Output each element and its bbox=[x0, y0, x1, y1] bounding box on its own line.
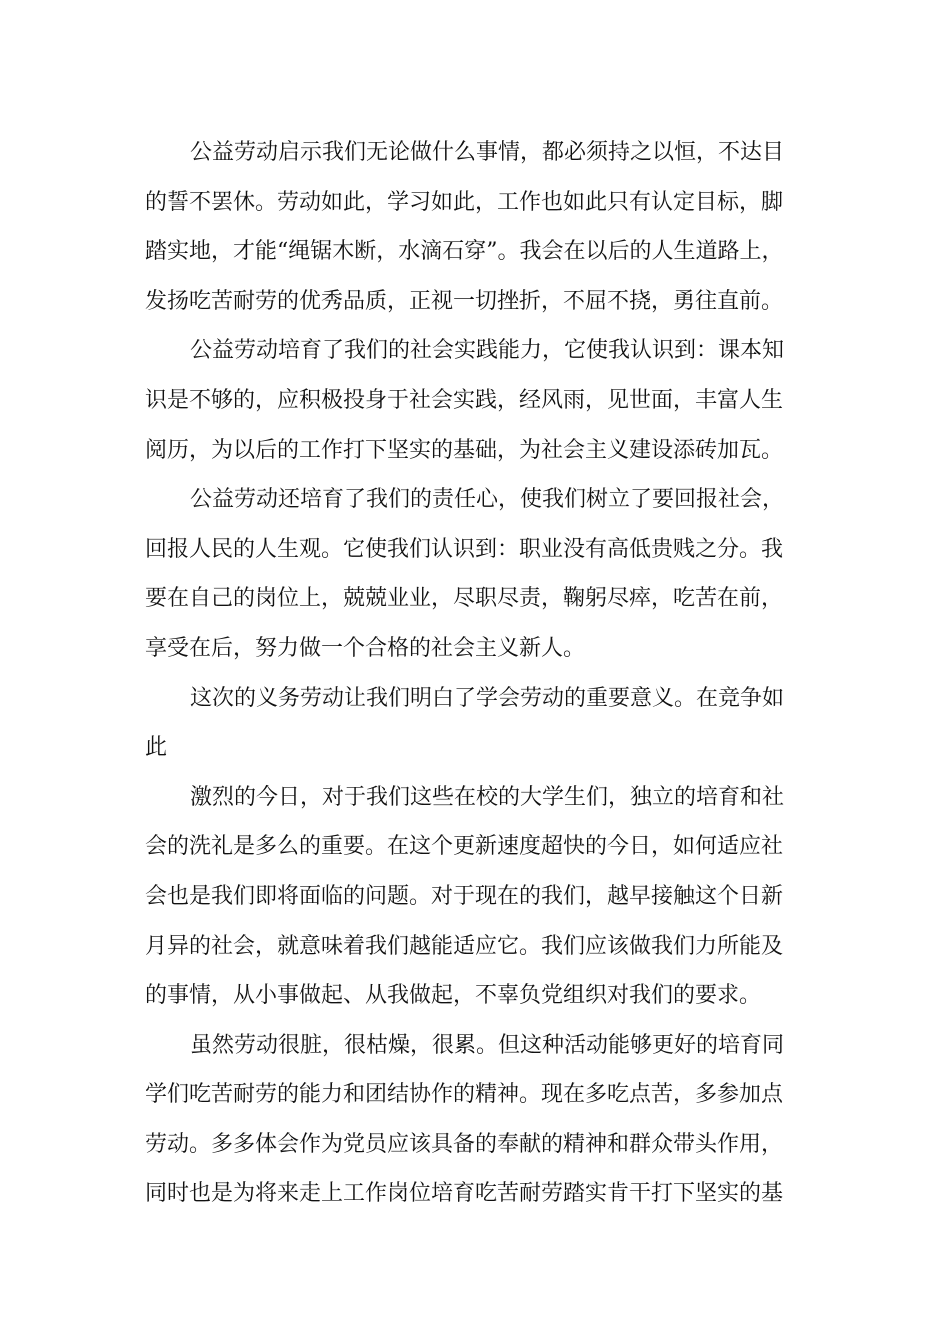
text-line: 要在自己的岗位上，兢兢业业，尽职尽责，鞠躬尽瘁，吃苦在前， bbox=[145, 586, 784, 612]
text-line: 公益劳动启示我们无论做什么事情，都必须持之以恒，不达目 bbox=[190, 140, 785, 165]
text-line: 学们吃苦耐劳的能力和团结协作的精神。现在多吃点苦，多参加点 bbox=[145, 1082, 784, 1108]
text-line: 同时也是为将来走上工作岗位培育吃苦耐劳踏实肯干打下坚实的基 bbox=[145, 1181, 784, 1207]
text-line: 公益劳动培育了我们的社会实践能力，它使我认识到：课本知 bbox=[190, 338, 785, 364]
text-line: 的誓不罢休。劳动如此，学习如此，工作也如此只有认定目标，脚 bbox=[145, 189, 784, 215]
text-line: 会的洗礼是多么的重要。在这个更新速度超快的今日，如何适应社 bbox=[145, 834, 784, 860]
text-line: 会也是我们即将面临的问题。对于现在的我们，越早接触这个日新 bbox=[145, 883, 784, 909]
text-line: 此 bbox=[145, 735, 168, 761]
text-line: 的事情，从小事做起、从我做起，不辜负党组织对我们的要求。 bbox=[145, 983, 762, 1009]
text-line: 踏实地，才能“绳锯木断，水滴石穿”。我会在以后的人生道路上， bbox=[145, 239, 784, 265]
text-line: 识是不够的，应积极投身于社会实践，经风雨，见世面，丰富人生 bbox=[145, 387, 784, 413]
text-line: 回报人民的人生观。它使我们认识到：职业没有高低贵贱之分。我 bbox=[145, 536, 784, 562]
text-line: 激烈的今日，对于我们这些在校的大学生们，独立的培育和社 bbox=[190, 784, 785, 810]
document-body bbox=[145, 128, 825, 1219]
text-line: 虽然劳动很脏，很枯燥，很累。但这种活动能够更好的培育同 bbox=[190, 1032, 785, 1058]
text-line: 公益劳动还培育了我们的责任心，使我们树立了要回报社会， bbox=[190, 487, 785, 513]
text-line: 这次的义务劳动让我们明白了学会劳动的重要意义。在竞争如 bbox=[190, 685, 785, 711]
text-line: 劳动。多多体会作为党员应该具备的奉献的精神和群众带头作用， bbox=[145, 1131, 784, 1157]
text-line: 阅历，为以后的工作打下坚实的基础，为社会主义建设添砖加瓦。 bbox=[145, 437, 784, 463]
text-line: 月异的社会，就意味着我们越能适应它。我们应该做我们力所能及 bbox=[145, 933, 784, 959]
text-line: 发扬吃苦耐劳的优秀品质，正视一切挫折，不屈不挠，勇往直前。 bbox=[145, 288, 784, 314]
text-line: 享受在后，努力做一个合格的社会主义新人。 bbox=[145, 635, 586, 661]
